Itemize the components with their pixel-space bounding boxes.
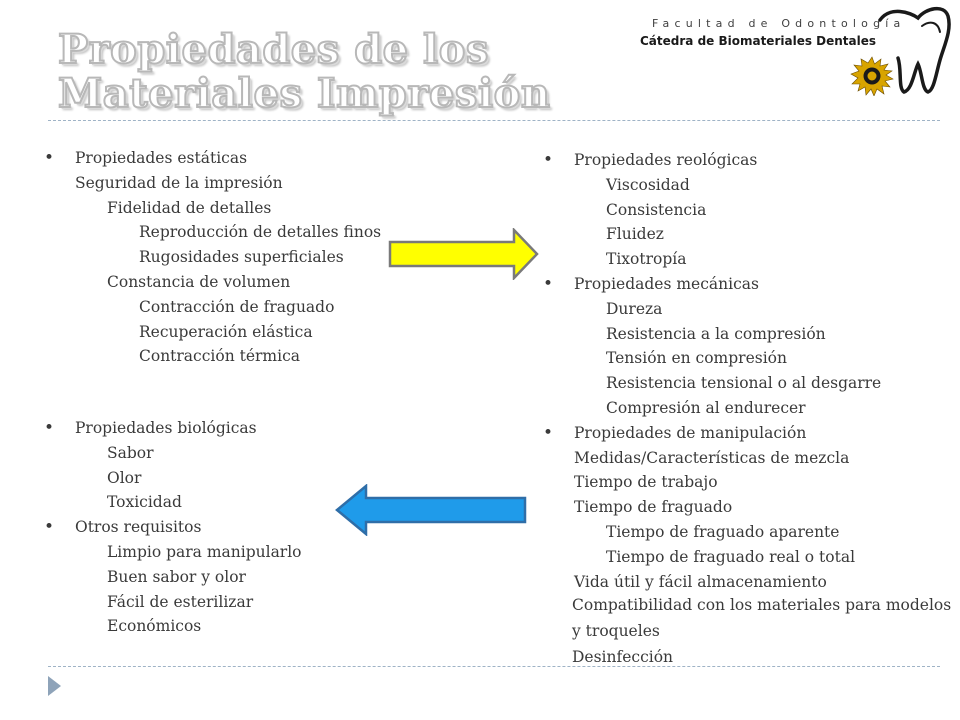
list-item: • Otros requisitos [75, 515, 302, 540]
header-divider [48, 120, 940, 121]
list-item: Seguridad de la impresión [75, 173, 283, 192]
list-item: Fluidez [606, 225, 664, 244]
list-item: Buen sabor y olor [107, 567, 246, 586]
faculty-name: Facultad de Odontología [652, 17, 906, 30]
list-item: Fidelidad de detalles [107, 198, 272, 217]
list-item: • Propiedades mecánicas [574, 272, 881, 297]
chair-name: Cátedra de Biomateriales Dentales [640, 34, 877, 48]
handling-extra-list [572, 592, 951, 670]
list-item: Compatibilidad con los materiales para modelos [572, 596, 952, 614]
static-properties-list [75, 146, 381, 369]
list-item: • Propiedades reológicas [574, 148, 881, 173]
list-item: Dureza [606, 299, 663, 318]
list-item: Tiempo de fraguado [574, 498, 733, 517]
list-item: Desinfección [572, 648, 674, 666]
list-item: Olor [107, 468, 142, 487]
list-item: Recuperación elástica [139, 322, 313, 341]
list-item: Tiempo de fraguado real o total [606, 547, 856, 566]
list-item: Contracción térmica [139, 347, 301, 366]
list-item: Vida útil y fácil almacenamiento [574, 572, 827, 591]
list-item: Medidas/Características de mezcla [574, 448, 850, 467]
list-item: Resistencia tensional o al desgarre [606, 374, 882, 393]
list-item: Viscosidad [606, 175, 690, 194]
list-item: Rugosidades superficiales [139, 248, 344, 267]
list-item: • Propiedades estáticas [75, 146, 381, 171]
list-item: Contracción de fraguado [139, 297, 335, 316]
list-item: Tiempo de trabajo [574, 473, 718, 492]
list-item: Tiempo de fraguado aparente [606, 522, 840, 541]
list-item: • Propiedades biológicas [75, 416, 302, 441]
right-arrow-icon [388, 228, 540, 280]
list-item: Fácil de esterilizar [107, 592, 254, 611]
list-item: Económicos [107, 617, 202, 636]
biological-properties-list [75, 416, 302, 639]
list-item: Tixotropía [606, 250, 687, 269]
list-item: Resistencia a la compresión [606, 324, 826, 343]
rheological-mechanical-list [574, 148, 881, 594]
page-title-line-1: Propiedades de los [58, 26, 489, 73]
list-item: • Propiedades de manipulación [574, 421, 881, 446]
page-title-line-2: Materiales Impresión [58, 70, 551, 117]
list-item: Tensión en compresión [606, 349, 787, 368]
left-arrow-icon [334, 484, 528, 536]
play-icon [48, 676, 61, 696]
list-item: Consistencia [606, 200, 707, 219]
list-item: Reproducción de detalles finos [139, 223, 382, 242]
university-seal-icon [850, 56, 894, 96]
list-item: Constancia de volumen [107, 272, 291, 291]
list-item: y troqueles [572, 622, 660, 640]
list-item: Compresión al endurecer [606, 398, 806, 417]
list-item: Toxicidad [107, 493, 182, 512]
footer-divider [48, 666, 940, 667]
list-item: Limpio para manipularlo [107, 542, 302, 561]
list-item: Sabor [107, 443, 154, 462]
